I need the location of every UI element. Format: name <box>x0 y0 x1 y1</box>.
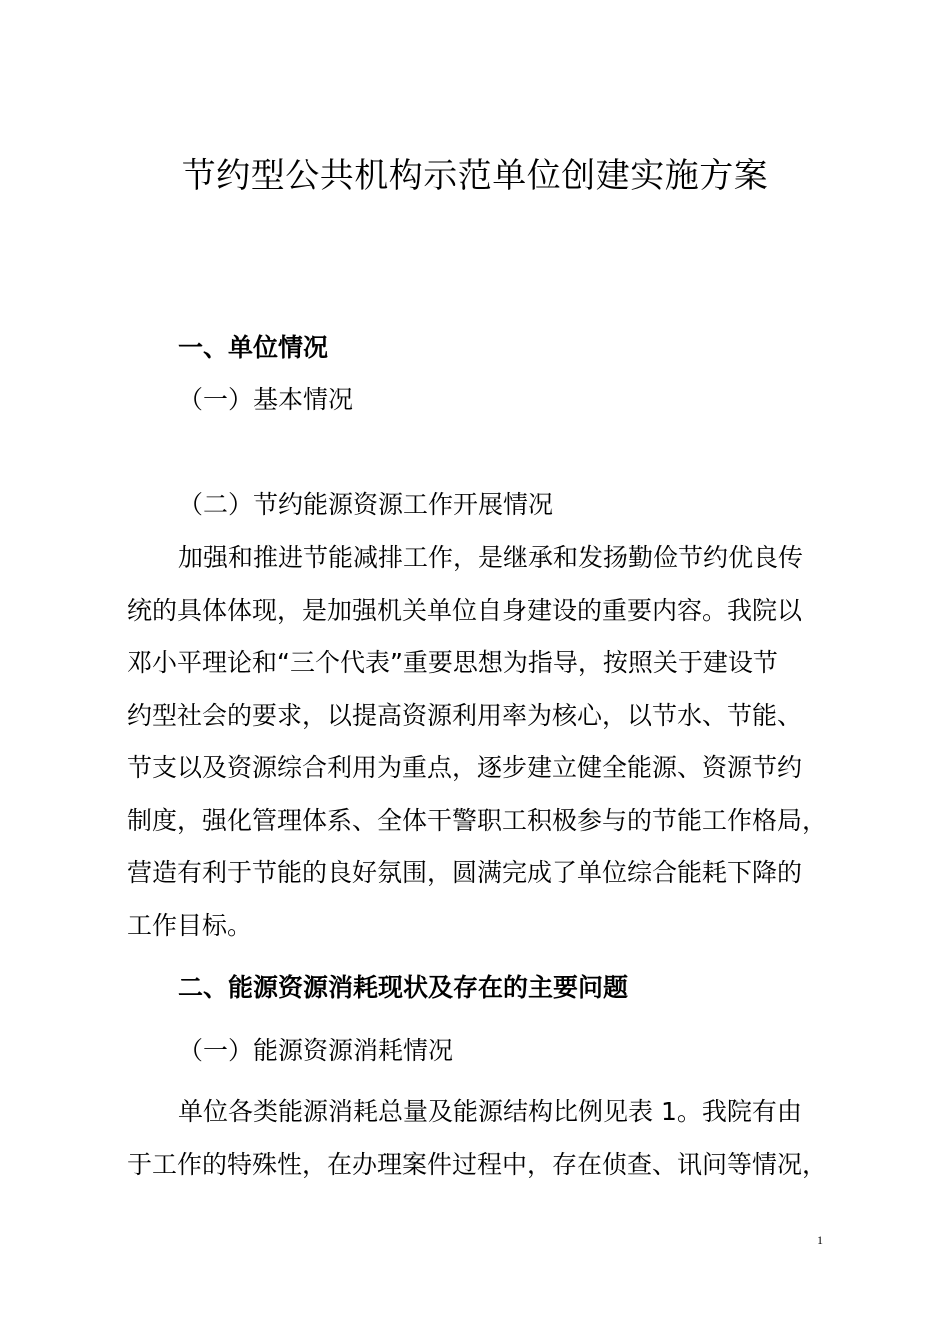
paragraph-line: 制度，强化管理体系、全体干警职工积极参与的节能工作格局， <box>127 805 828 835</box>
paragraph-energy-saving-work <box>127 532 827 952</box>
section-heading-energy-status: 二、能源资源消耗现状及存在的主要问题 <box>178 973 629 1002</box>
page-number: 1 <box>817 1233 823 1247</box>
paragraph-line: 于工作的特殊性，在办理案件过程中，存在侦查、讯问等情况， <box>127 1149 828 1179</box>
paragraph-line: 单位各类能源消耗总量及能源结构比例见表 1。我院有由 <box>178 1097 802 1126</box>
paragraph-line: 约型社会的要求，以提高资源利用率为核心，以节水、节能、 <box>127 700 803 730</box>
paragraph-line: 加强和推进节能减排工作，是继承和发扬勤俭节约优良传 <box>178 543 804 572</box>
paragraph-line: 工作目标。 <box>127 910 253 940</box>
subheading-energy-consumption: （一）能源资源消耗情况 <box>178 1036 454 1065</box>
paragraph-line: 营造有利于节能的良好氛围，圆满完成了单位综合能耗下降的 <box>127 858 803 887</box>
paragraph-line: 节支以及资源综合利用为重点，逐步建立健全能源、资源节约 <box>127 753 803 782</box>
paragraph-line: 邓小平理论和“三个代表”重要思想为指导，按照关于建设节 <box>127 648 778 677</box>
paragraph-line: 统的具体体现，是加强机关单位自身建设的重要内容。我院以 <box>127 595 803 625</box>
document-title: 节约型公共机构示范单位创建实施方案 <box>181 156 769 196</box>
paragraph-energy-consumption <box>127 1086 827 1191</box>
subheading-basic-info: （一）基本情况 <box>178 385 354 414</box>
section-heading-unit-info: 一、单位情况 <box>178 333 329 362</box>
subheading-energy-saving-work: （二）节约能源资源工作开展情况 <box>178 490 554 519</box>
